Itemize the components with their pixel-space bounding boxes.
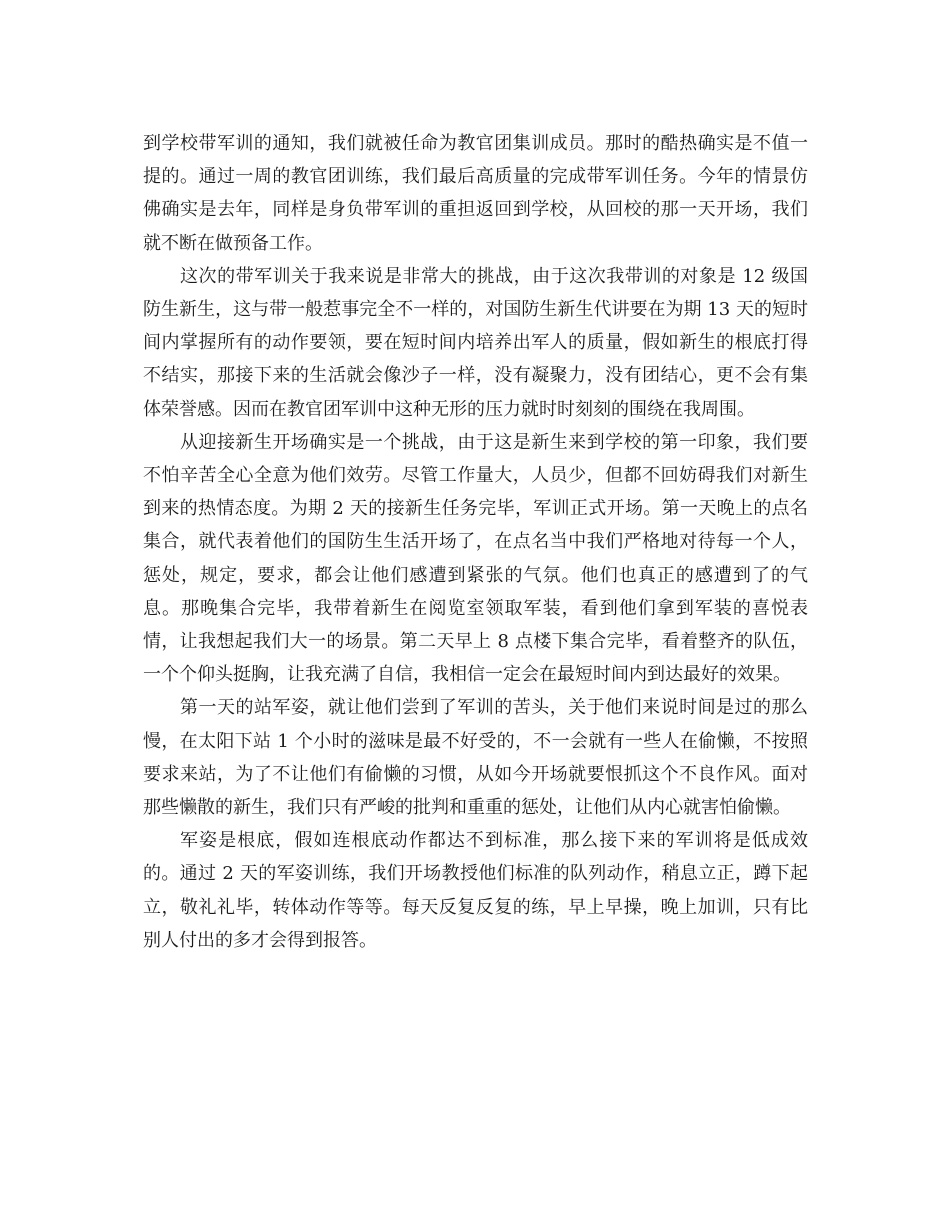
paragraph-5: 军姿是根底，假如连根底动作都达不到标准，那么接下来的军训将是低成效的。通过 2 天的军姿训练，我们开场教授他们标准的队列动作，稍息立正，蹲下起立，敬礼礼毕，转体动作等等。每天反复反复的练，早上早操，晚上加训，只有比别人付出的多才会得到报答。 <box>143 830 808 951</box>
paragraph-2: 这次的带军训关于我来说是非常大的挑战，由于这次我带训的对象是 12 级国防生新生，这与带一般惹事完全不一样的，对国防生新生代讲要在为期 13 天的短时间内掌握所有的动作要领，要在短时间内培养出军人的质量，假如新生的根底打得不结实，那接下来的生活就会像沙子一样，没有凝聚力，没有团结心，更不会有集体荣誉感。因而在教官团军训中这种无形的压力就时时刻刻的围绕在我周围。 <box>143 265 808 420</box>
paragraph-3: 从迎接新生开场确实是一个挑战，由于这是新生来到学校的第一印象，我们要不怕辛苦全心全意为他们效劳。尽管工作量大，人员少，但都不回妨碍我们对新生到来的热情态度。为期 2 天的接新生任务完毕，军训正式开场。第一天晚上的点名集合，就代表着他们的国防生生活开场了，在点名当中我们严格地对待每一个人，惩处，规定，要求，都会让他们感遭到紧张的气氛。他们也真正的感遭到了的气息。那晚集合完毕，我带着新生在阅览室领取军装，看到他们拿到军装的喜悦表情，让我想起我们大一的场景。第二天早上 8 点楼下集合完毕，看着整齐的队伍，一个个仰头挺胸，让我充满了自信，我相信一定会在最短时间内到达最好的效果。 <box>143 431 808 686</box>
document-body <box>143 127 808 957</box>
paragraph-4: 第一天的站军姿，就让他们尝到了军训的苦头，关于他们来说时间是过的那么慢，在太阳下站 1 个小时的滋味是最不好受的，不一会就有一些人在偷懒，不按照要求来站，为了不让他们有偷懒的习惯，从如今开场就要恨抓这个不良作风。面对那些懒散的新生，我们只有严峻的批判和重重的惩处，让他们从内心就害怕偷懒。 <box>143 697 808 819</box>
paragraph-1: 到学校带军训的通知，我们就被任命为教官团集训成员。那时的酷热确实是不值一提的。通过一周的教官团训练，我们最后高质量的完成带军训任务。今年的情景仿佛确实是去年，同样是身负带军训的重担返回到学校，从回校的那一天开场，我们就不断在做预备工作。 <box>143 133 808 254</box>
